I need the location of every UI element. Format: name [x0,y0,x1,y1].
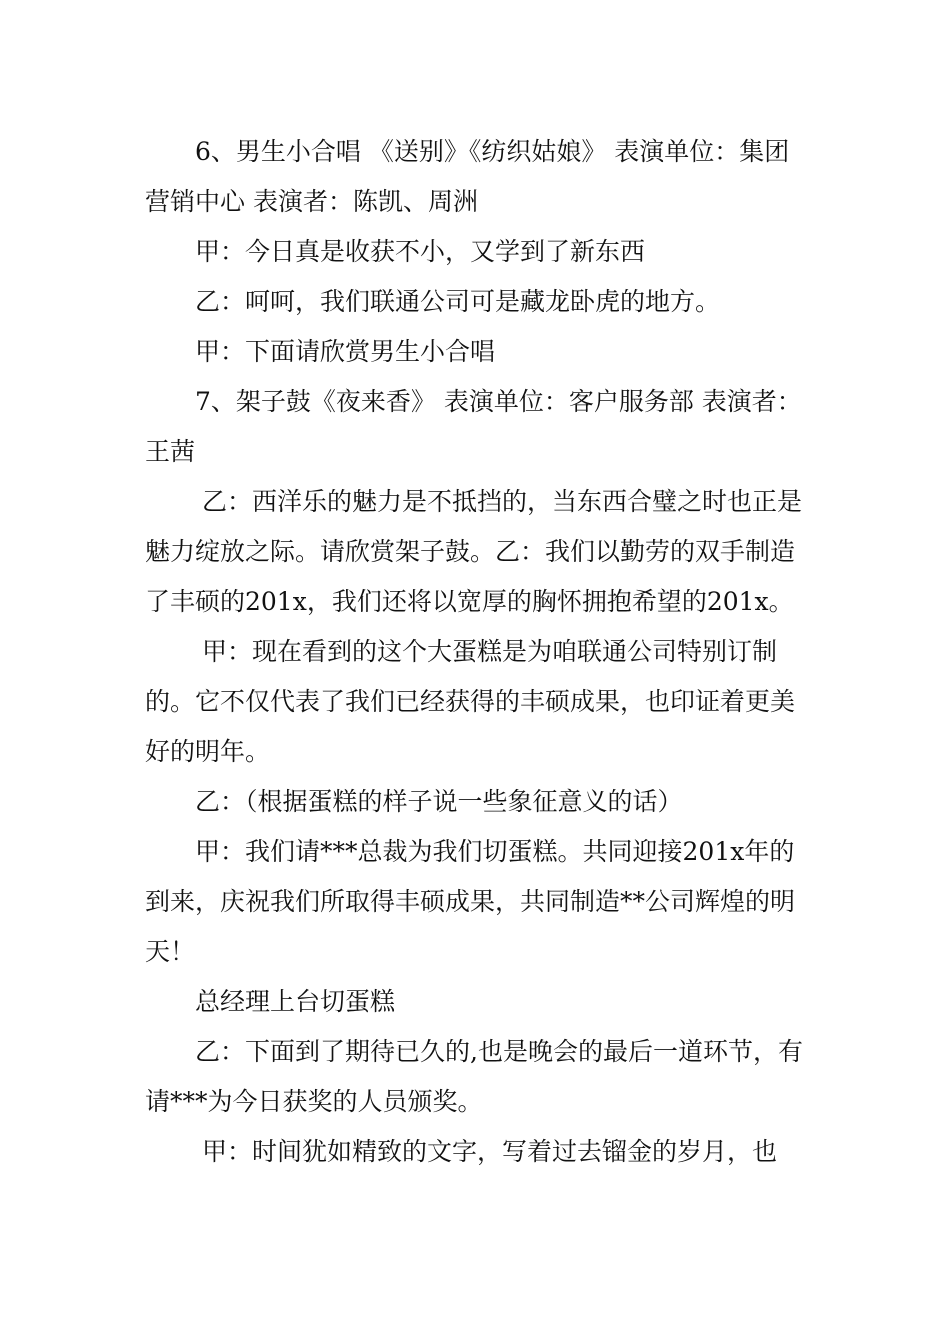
paragraph-stage-direction: 总经理上台切蛋糕 [195,987,396,1016]
paragraph-yi-awards: 乙：下面到了期待已久的,也是晚会的最后一道环节，有请***为今日获奖的人员颁奖。 [145,1037,803,1116]
document-body [145,127,810,1177]
paragraph-jia-cake: 甲：现在看到的这个大蛋糕是为咱联通公司特别订制的。它不仅代表了我们已经获得的丰硕成果，也印证着更美好的明年。 [145,637,796,766]
paragraph-jia-chorus-intro: 甲：下面请欣赏男生小合唱 [195,337,496,366]
paragraph-yi-talent: 乙：呵呵，我们联通公司可是藏龙卧虎的地方。 [195,287,721,316]
paragraph-program-6: 6、男生小合唱 《送别》《纺织姑娘》 表演单位：集团营销中心 表演者：陈凯、周洲 [145,137,790,216]
paragraph-program-7: 7、架子鼓《夜来香》 表演单位：客户服务部 表演者：王茜 [145,387,802,466]
paragraph-yi-cake-meaning: 乙：（根据蛋糕的样子说一些象征意义的话） [195,787,683,816]
paragraph-jia-cut-cake: 甲：我们请***总裁为我们切蛋糕。共同迎接201x年的到来，庆祝我们所取得丰硕成果，共同制造**公司辉煌的明天！ [145,837,796,966]
paragraph-jia-time: 甲：时间犹如精致的文字，写着过去镏金的岁月，也 [202,1137,778,1166]
paragraph-jia-harvest: 甲：今日真是收获不小，又学到了新东西 [195,237,646,266]
paragraph-yi-drums: 乙：西洋乐的魅力是不抵挡的，当东西合璧之时也正是魅力绽放之际。请欣赏架子鼓。乙：我们以勤劳的双手制造了丰硕的201x，我们还将以宽厚的胸怀拥抱希望的201x。 [145,487,803,616]
